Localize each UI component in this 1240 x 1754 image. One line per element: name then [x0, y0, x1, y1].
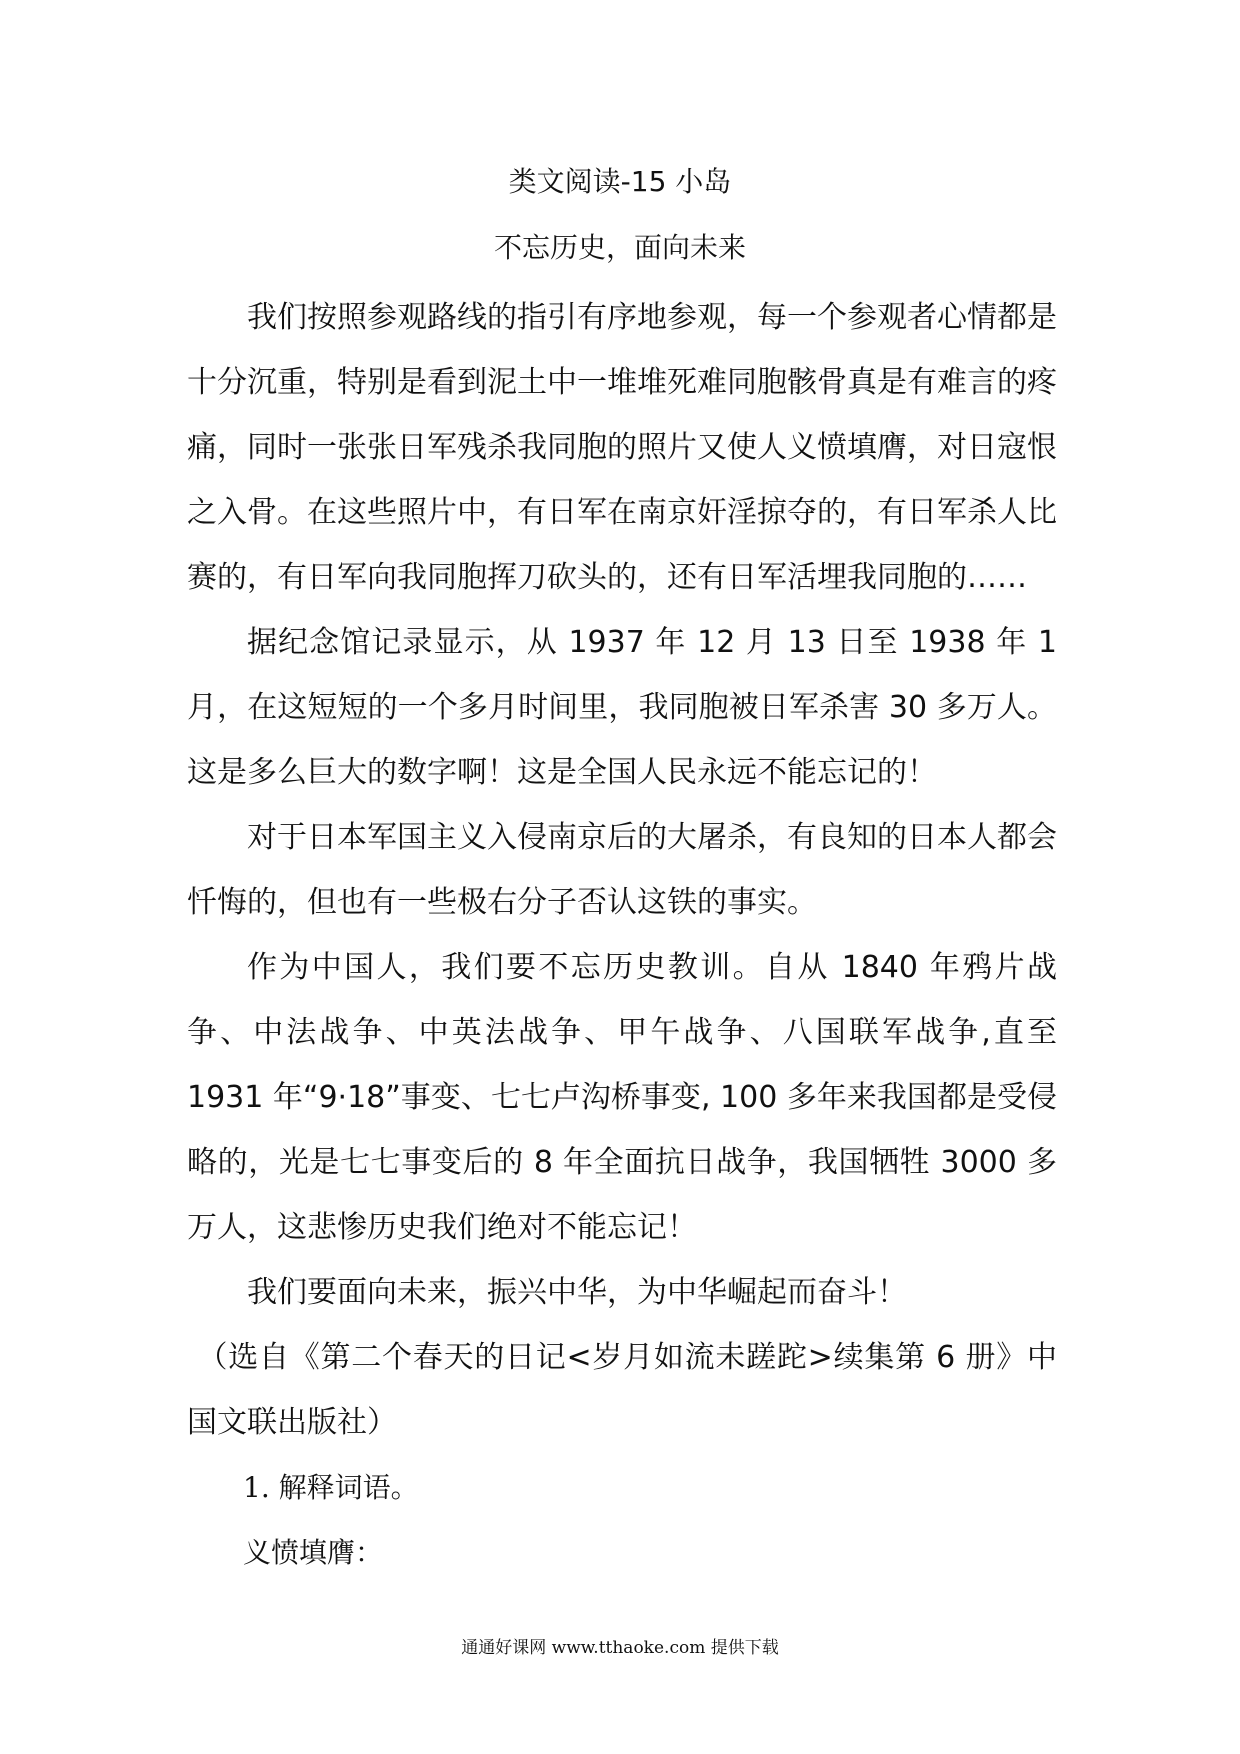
paragraph-1: 我们按照参观路线的指引有序地参观，每一个参观者心情都是十分沉重，特别是看到泥土中一堆堆死难同胞骸骨真是有难言的疼痛，同时一张张日军残杀我同胞的照片又使人义愤填膺，对日寇恨之入骨。在这些照片中，有日军在南京奸淫掠夺的，有日军杀人比赛的，有日军向我同胞挥刀砍头的，还有日军活埋我同胞的…… [187, 300, 1057, 595]
paragraph-2: 据纪念馆记录显示，从 1937 年 12 月 13 日至 1938 年 1 月，在这短短的一个多月时间里，我同胞被日军杀害 30 多万人。这是多么巨大的数字啊！这是全国人民永远不能忘记的！ [187, 625, 1057, 790]
source-citation: （选自《第二个春天的日记<岁月如流未蹉跎>续集第 6 册》中国文联出版社） [187, 1340, 1057, 1440]
article-body [187, 285, 1057, 1585]
question-1: 1. 解释词语。 [243, 1471, 419, 1504]
footer-credit: 通通好课网 www.tthaoke.com 提供下载 [461, 1638, 779, 1658]
paragraph-5: 我们要面向未来，振兴中华，为中华崛起而奋斗！ [247, 1275, 907, 1310]
question-1-term: 义愤填膺： [243, 1536, 384, 1569]
paragraph-4: 作为中国人，我们要不忘历史教训。自从 1840 年鸦片战争、中法战争、中英法战争、甲午战争、八国联军战争,直至 1931 年“9·18”事变、七七卢沟桥事变, 100 多年来我国都是受侵略的，光是七七事变后的 8 年全面抗日战争，我国牺牲 3000 多万人，这悲惨历史我们绝对不能忘记！ [187, 950, 1057, 1245]
document-subtitle: 不忘历史，面向未来 [493, 231, 746, 264]
document-title: 类文阅读-15 小岛 [508, 165, 732, 198]
paragraph-3: 对于日本军国主义入侵南京后的大屠杀，有良知的日本人都会忏悔的，但也有一些极右分子否认这铁的事实。 [187, 820, 1057, 920]
